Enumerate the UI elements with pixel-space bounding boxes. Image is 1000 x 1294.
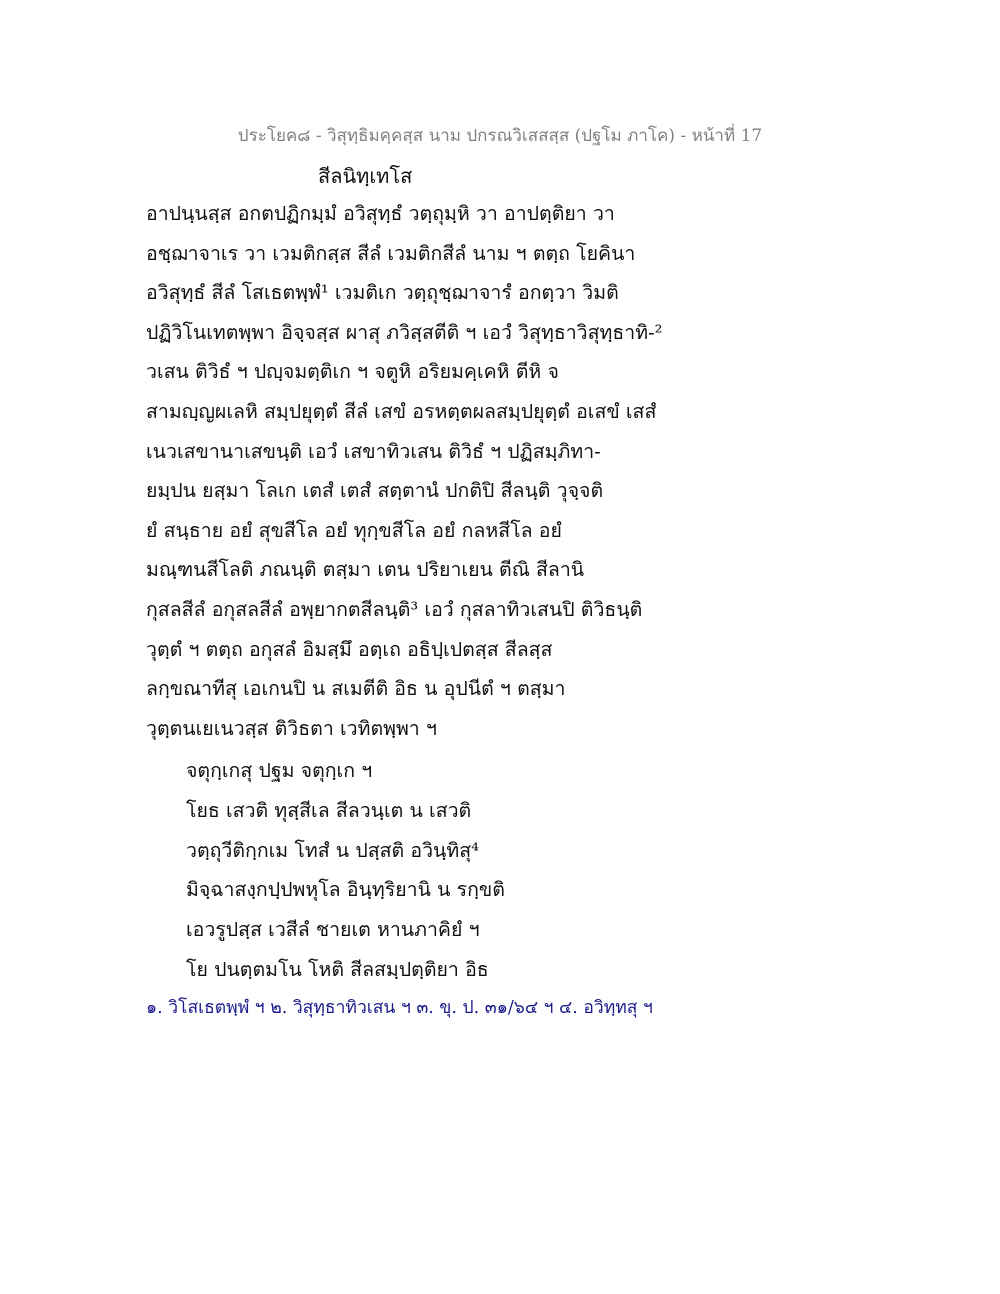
text-line: ยํ สนฺธาย อยํ สุขสีโล อยํ ทุกฺขสีโล อยํ กลหสีโล อยํ: [146, 518, 562, 542]
text-line: สามญฺญผเลหิ สมฺปยุตฺตํ สีลํ เสขํ อรหตฺตผลสมฺปยุตฺตํ อเสขํ เสสํ: [146, 399, 657, 423]
text-line: กุสลสีลํ อกุสลสีลํ อพฺยากตสีลนฺติ³ เอวํ กุสลาทิวเสนปิ ติวิธนฺติ: [146, 597, 643, 621]
verse-line: วตฺถุวีติกฺกเม โทสํ น ปสฺสติ อวินฺทิสุ⁴: [186, 838, 479, 862]
text-line: วเสน ติวิธํ ฯ ปญฺจมตฺติเก ฯ จตูหิ อริยมคฺเคหิ ตีหิ จ: [146, 360, 559, 384]
text-line: มณฺฑนสีโลติ ภณนฺติ ตสฺมา เตน ปริยาเยน ตีณิ สีลานิ: [146, 558, 585, 582]
verse-line: มิจฺฉาสงฺกปฺปพหุโล อินฺทฺริยานิ น รกฺขติ: [186, 878, 505, 902]
body-paragraph: [146, 199, 846, 753]
text-line: ยมฺปน ยสฺมา โลเก เตสํ เตสํ สตฺตานํ ปกติปิ สีลนฺติ วุจฺจติ: [146, 479, 604, 503]
verse-block: [186, 756, 786, 995]
text-line: อชฺฌาจาเร วา เวมติกสฺส สีลํ เวมติกสีลํ นาม ฯ ตตฺถ โยคินา: [146, 241, 636, 265]
section-title: สีลนิทฺเทโส: [318, 164, 413, 188]
text-line: วุตฺตํ ฯ ตตฺถ อกุสลํ อิมสฺมึ อตฺเถ อธิปฺเปตสฺส สีลสฺส: [146, 637, 553, 661]
text-line: อาปนฺนสฺส อกตปฏิกมฺมํ อวิสุทฺธํ วตฺถุมฺหิ วา อาปตฺติยา วา: [146, 202, 615, 225]
running-header-text: ประโยค๘ - วิสุทฺธิมคฺคสฺส นาม ปกรณวิเสสสฺส (ปฐโม ภาโค) - หน้าที่ 17: [237, 126, 763, 146]
footnotes: ๑. วิโสเธตพฺพํ ฯ ๒. วิสุทฺธาทิวเสน ฯ ๓. ขุ. ป. ๓๑/๖๔ ฯ ๔. อวิทฺทสุ ฯ: [146, 998, 653, 1018]
verse-line: เอวรูปสฺส เวสีลํ ชายเต หานภาคิยํ ฯ: [186, 918, 480, 942]
running-header: [0, 122, 1000, 149]
text-line: วุตฺตนเยเนวสฺส ติวิธตา เวทิตพฺพา ฯ: [146, 716, 437, 740]
text-line: อวิสุทฺธํ สีลํ โสเธตพฺพํ¹ เวมติเก วตฺถุชฺฌาจารํ อกตฺวา วิมติ: [146, 281, 619, 305]
text-line: ลกฺขณาทีสุ เอเกนปิ น สเมตีติ อิธ น อุปนีตํ ฯ ตสฺมา: [146, 677, 566, 701]
verse-line: โย ปนตฺตมโน โหติ สีลสมฺปตฺติยา อิธ: [186, 957, 489, 981]
verse-line: จตุกฺเกสุ ปฐม จตุกฺเก ฯ: [186, 759, 373, 782]
verse-line: โยธ เสวติ ทุสฺสีเล สีลวนฺเต น เสวติ: [186, 798, 472, 822]
text-line: เนวเสขานาเสขนฺติ เอวํ เสขาทิวเสน ติวิธํ ฯ ปฏิสมฺภิทา-: [146, 439, 601, 463]
text-line: ปฏิวิโนเทตพฺพา อิจฺจสฺส ผาสุ ภวิสฺสตีติ ฯ เอวํ วิสุทฺธาวิสุทฺธาทิ-²: [146, 320, 663, 344]
